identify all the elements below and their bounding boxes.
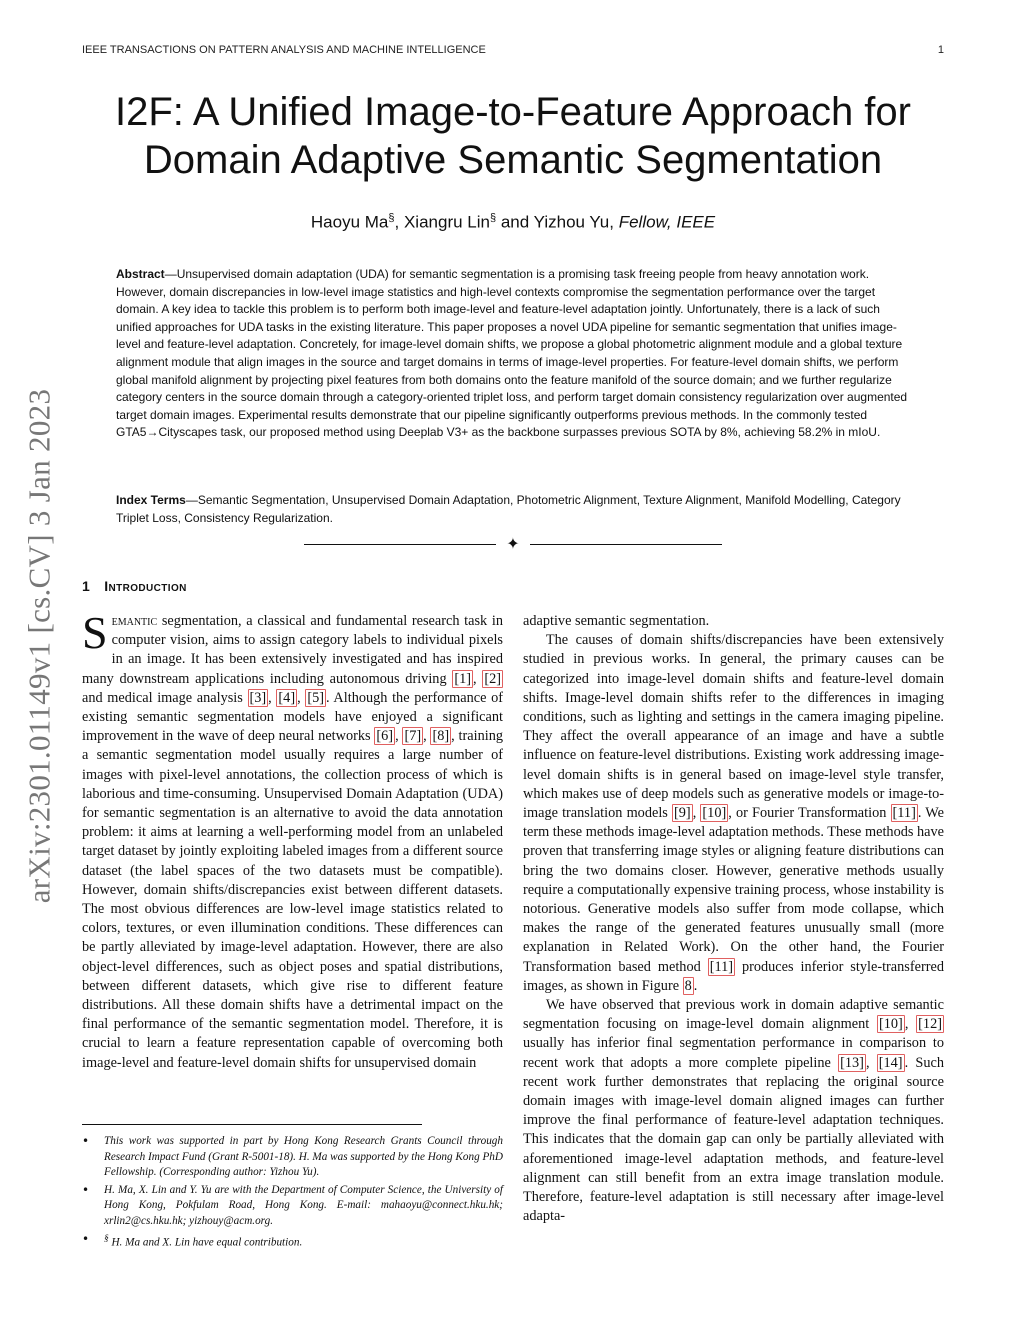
text-run: We have observed that previous work in domain adaptive semantic segmentation focusing on image-level domain alignment: [523, 997, 944, 1033]
citation-link[interactable]: [7]: [404, 728, 422, 745]
divider-star-icon: ✦: [506, 534, 520, 553]
right-column: [523, 612, 944, 1227]
citation-link[interactable]: [14]: [878, 1054, 903, 1071]
text-run: The causes of domain shifts/discrepancies have been extensively studied in previous works. In general, the primary causes can be categorized into image-level domain shifts and feature-level domain shifts. Image-level domain shifts refer to the differences in imaging conditions, such as lighting and settings in the camera imaging pipeline. They affect the overall appearance of an image and have a subtle influence on feature-level distributions. Existing work addressing image-level domain shifts is in general based on image-level style transfer, which makes use of deep models such as generative models or image-to-image translation models: [523, 632, 944, 822]
section-number: 1: [82, 578, 91, 594]
footnote-mark: §: [104, 1233, 109, 1244]
author-3: Yizhou Yu,: [533, 212, 614, 232]
equal-contribution-mark: §: [489, 212, 497, 224]
divider-rule-right: [530, 544, 722, 545]
intro-paragraph-1-continued: adaptive semantic segmentation.: [523, 613, 710, 629]
left-column: [82, 607, 503, 1073]
citation-link[interactable]: [5]: [307, 689, 324, 706]
footnote-equal-contribution-text: H. Ma and X. Lin have equal contribution.: [111, 1236, 303, 1249]
page-number: 1: [937, 44, 944, 56]
figure-link[interactable]: 8: [684, 977, 692, 994]
abstract-text: —Unsupervised domain adaptation (UDA) for semantic segmentation is a promising task freeing people from heavy annotation work. However, domain discrepancies in low-level image statistics and high-level contexts compromise the segmentation performance over the target domain. A key idea to tackle this problem is to perform both image-level and feature-level adaptation jointly. Unfortunately, there is a lack of such unified approaches for UDA tasks in the existing literature. This paper proposes a novel UDA pipeline for semantic segmentation that unifies image-level and feature-level adaptation. Concretely, for image-level domain shifts, we propose a global photometric alignment module and a global texture alignment module that align images in the source and target domains in terms of image-level properties. For feature-level domain shifts, we perform global manifold alignment by projecting pixel features from both domains onto the feature manifold of the source domain; and we further regularize category centers in the source domain through a category-oriented triplet loss, and perform target domain consistency regularization over augmented target domain images. Experimental results demonstrate that our pipeline significantly outperforms previous methods. In the commonly tested GTA5→Cityscapes task, our proposed method using Deeplab V3+ as the backbone surpasses previous SOTA by 8%, achieving 58.2% in mIoU.: [116, 267, 908, 440]
author-conjunction: and: [500, 212, 530, 232]
text-run: ,: [268, 689, 277, 706]
section-title: Introduction: [104, 578, 187, 594]
author-line: Haoyu Ma§, Xiangru Lin§ and Yizhou Yu, Fellow, IEEE: [310, 212, 716, 232]
citation-link[interactable]: [8]: [432, 728, 450, 745]
abstract: [116, 266, 911, 442]
footnote-funding: • This work was supported in part by Hong Kong Research Grants Council through Research Impact Fund (Grant R-5001-18). H. Ma was supported by the Hong Kong PhD Fellowship. (Corresponding author: Yizhou Yu).: [82, 1134, 503, 1181]
citation-link[interactable]: [1]: [454, 670, 472, 687]
citation-link[interactable]: [11]: [892, 805, 916, 822]
text-run: ,: [395, 728, 403, 745]
text-run: ,: [473, 670, 483, 687]
journal-name: IEEE TRANSACTIONS ON PATTERN ANALYSIS AND MACHINE INTELLIGENCE: [82, 44, 486, 56]
footnote-affiliation: • H. Ma, X. Lin and Y. Yu are with the Department of Computer Science, the University of Hong Kong, Pokfulam Road, Hong Kong. E-mail: mahaoyu@connect.hku.hk; xrlin2@cs.hku.hk; yizhouy@acm.org.: [82, 1183, 503, 1230]
intro-paragraph-3: [523, 996, 944, 1226]
text-run: produces inferior style-transferred images, as shown in Figure: [523, 958, 944, 994]
index-terms-text: —Semantic Segmentation, Unsupervised Domain Adaptation, Photometric Alignment, Texture Alignment, Manifold Modelling, Category Triplet Loss, Consistency Regularization.: [116, 493, 901, 525]
citation-link[interactable]: [3]: [249, 689, 267, 706]
citation-link[interactable]: [4]: [278, 689, 296, 706]
drop-cap: S: [82, 607, 108, 658]
author-3-title: Fellow, IEEE: [618, 212, 716, 232]
footnotes: [82, 1134, 503, 1253]
citation-link[interactable]: [10]: [878, 1016, 903, 1033]
text-run: . We term these methods image-level adaptation methods. These methods have proven that transferring image styles or aligning feature distributions can bring the two domains closer. However, generative methods usually require a computationally expensive training process, whose instability is notorious. Generative models also suffer from mode collapse, which makes the range of the generated features unusually small (more explanation in Related Work). On the other hand, the Fourier Transformation based method: [523, 805, 944, 975]
text-run: . Although the performance of existing semantic segmentation models have enjoyed a significant improvement in the wave of deep neural networks: [82, 689, 503, 745]
section-heading: [82, 578, 187, 594]
divider-rule-left: [304, 544, 496, 545]
arxiv-side-stamp: [16, 365, 62, 927]
text-run: ,: [865, 1054, 877, 1071]
text-run: , training a semantic segmentation model usually requires a large number of images with pixel-level annotations, the collection process of which is laborious and time-consuming. Unsupervised Domain Adaptation (UDA) for semantic segmentation is an alternative to avoid the data annotation problem: it aims at learning a well-performing model from an unlabeled target dataset by jointly exploiting labeled images from a different source dataset (the label spaces of the two datasets must be compatible). However, domain shifts/discrepancies exist between different datasets. The most obvious differences are low-level image statistics related to colors, textures, or even illumination conditions. These differences can be partly alleviated by image-level adaptation. However, there are also object-level differences, such as object poses and spatial distributions, between different datasets, which give rise to different feature distributions. All these domain shifts have a detrimental impact on the final performance of the semantic segmentation model. Therefore, it is crucial to learn a feature representation capable of overcoming both image-level and feature-level domain shifts for unsupervised domain: [82, 728, 503, 1071]
citation-link[interactable]: [11]: [709, 958, 733, 975]
text-run: ,: [297, 689, 306, 706]
footnote-rule: [82, 1124, 422, 1125]
citation-link[interactable]: [12]: [918, 1016, 942, 1033]
arxiv-identifier: arXiv:2301.01149v1 [cs.CV] 3 Jan 2023: [21, 388, 57, 904]
footnote-equal-contribution: [82, 1232, 503, 1251]
author-1: Haoyu Ma: [310, 212, 389, 232]
intro-paragraph-2: [523, 631, 944, 996]
abstract-label: Abstract: [116, 267, 165, 281]
running-header: [82, 44, 944, 56]
text-run: , or Fourier Transformation: [728, 805, 891, 822]
text-run: ,: [692, 805, 701, 822]
index-terms: [116, 492, 911, 527]
citation-link[interactable]: [6]: [376, 728, 394, 745]
text-run: . Such recent work further demonstrates that replacing the original source domain images with image-level domain aligned images can further improve the final performance of feature-level adaptation techniques. This indicates that the domain gap can only be partially alleviated with aforementioned image-level adaptation methods, and feature-level alignment can still benefit from an extra image translation module. Therefore, feature-level adaptation is still necessary after image-level adapta-: [523, 1054, 944, 1225]
citation-link[interactable]: [10]: [702, 805, 727, 822]
equal-contribution-mark: §: [388, 212, 395, 224]
intro-paragraph-1: [82, 607, 503, 1073]
index-terms-label: Index Terms: [116, 493, 186, 507]
citation-link[interactable]: [13]: [840, 1054, 864, 1071]
section-divider: [304, 534, 722, 554]
text-run: .: [693, 977, 698, 994]
author-2: Xiangru Lin: [403, 212, 490, 232]
text-run: usually has inferior final segmentation performance in comparison to recent work that adopts a more complete pipeline: [523, 1035, 944, 1071]
smallcaps-word: emantic: [111, 613, 158, 629]
citation-link[interactable]: [2]: [484, 670, 501, 687]
text-run: segmentation, a classical and fundamental research task in computer vision, aims to assign category labels to individual pixels in an image. It has been extensively investigated and has inspired many downstream applications including autonomous driving: [82, 613, 503, 687]
text-run: and medical image analysis: [82, 689, 248, 706]
citation-link[interactable]: [9]: [674, 805, 691, 822]
text-run: ,: [904, 1016, 917, 1033]
text-run: ,: [423, 728, 431, 745]
paper-title: I2F: A Unified Image-to-Feature Approach for Domain Adaptive Semantic Segmentation: [115, 90, 911, 182]
